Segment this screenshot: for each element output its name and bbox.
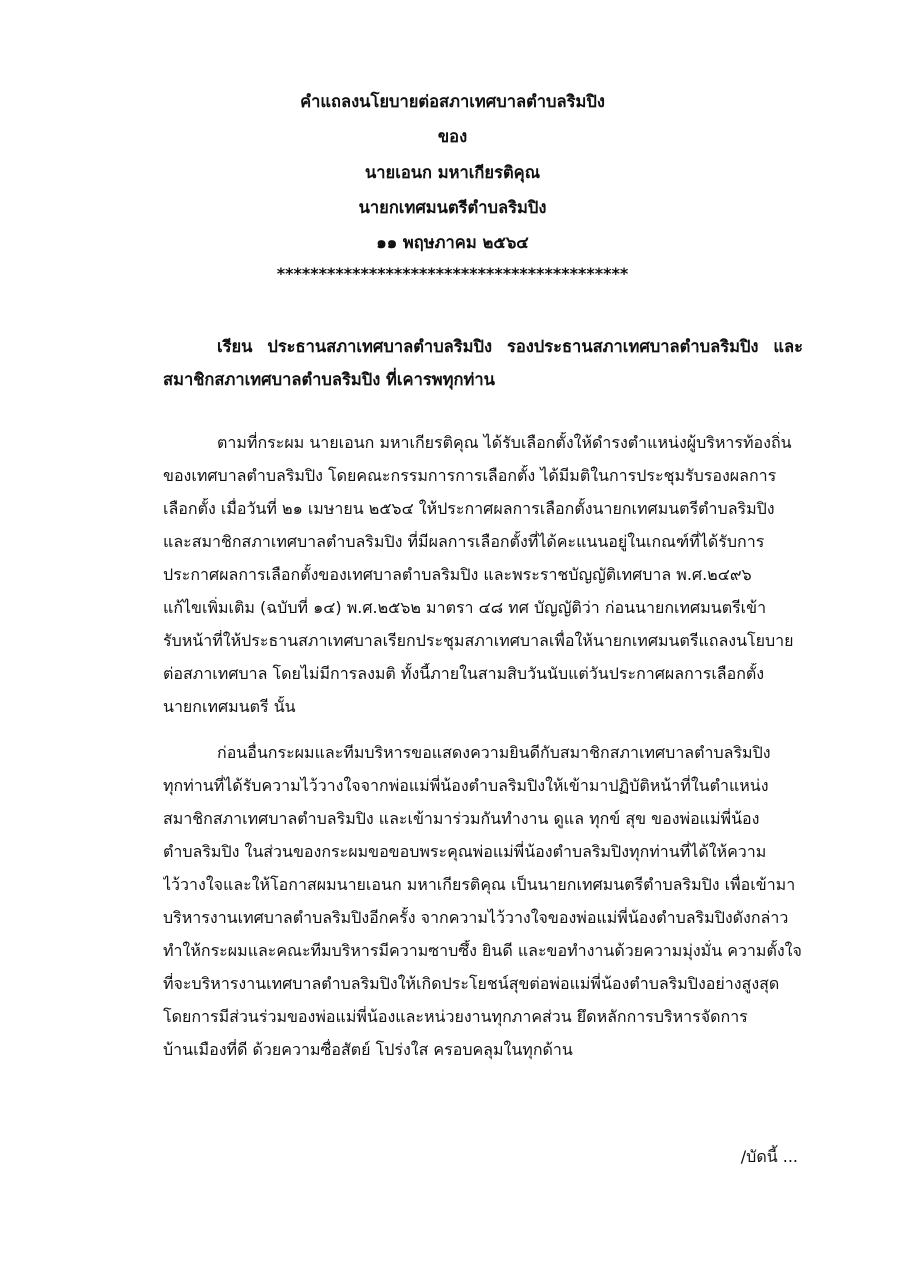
paragraph-line: รับหน้าที่ให้ประธานสภาเทศบาลเรียกประชุมสภาเทศบาลเพื่อให้นายกเทศมนตรีแถลงนโยบาย (163, 631, 794, 650)
paragraph-line: บ้านเมืองที่ดี ด้วยความซื่อสัตย์ โปร่งใส ครอบคลุมในทุกด้าน (163, 1040, 573, 1059)
paragraph-line: เลือกตั้ง เมื่อวันที่ ๒๑ เมษายน ๒๕๖๔ ให้ประกาศผลการเลือกตั้งนายกเทศมนตรีตำบลริมปิง (163, 499, 775, 518)
paragraph-line: ทุกท่านที่ได้รับความไว้วางใจจากพ่อแม่พี่น้องตำบลริมปิงให้เข้ามาปฏิบัติหน้าที่ในตำแหน่ง (163, 776, 769, 795)
paragraph-line: ตามที่กระผม นายเอนก มหาเกียรติคุณ ได้รับเลือกตั้งให้ดำรงตำแหน่งผู้บริหารท้องถิ่น (217, 433, 792, 452)
document-title: คำแถลงนโยบายต่อสภาเทศบาลตำบลริมปิง (300, 92, 605, 111)
paragraph-line: ก่อนอื่นกระผมและทีมบริหารขอแสดงความยินดีกับสมาชิกสภาเทศบาลตำบลริมปิง (217, 743, 771, 762)
paragraph-line: สมาชิกสภาเทศบาลตำบลริมปิง และเข้ามาร่วมกันทำงาน ดูแล ทุกข์ สุข ของพ่อแม่พี่น้อง (163, 809, 760, 828)
paragraph-line: ต่อสภาเทศบาล โดยไม่มีการลงมติ ทั้งนี้ภายในสามสิบวันนับแต่วันประกาศผลการเลือกตั้ง (163, 664, 765, 683)
salutation: เรียน ประธานสภาเทศบาลตำบลริมปิง รองประธานสภาเทศบาลตำบลริมปิง และสมาชิกสภาเทศบาลตำบลริมปิง ที่เคารพทุกท่าน (163, 337, 803, 389)
document-date: ๑๑ พฤษภาคม ๒๕๖๔ (376, 233, 529, 252)
speaker-name: นายเอนก มหาเกียรติคุณ (364, 163, 540, 182)
paragraph-line: ตำบลริมปิง ในส่วนของกระผมขอขอบพระคุณพ่อแม่พี่น้องตำบลริมปิงทุกท่านที่ได้ให้ความ (163, 842, 767, 861)
paragraph-line: และสมาชิกสภาเทศบาลตำบลริมปิง ที่มีผลการเลือกตั้งที่ได้คะแนนอยู่ในเกณฑ์ที่ได้รับการ (163, 532, 765, 551)
paragraph-line: โดยการมีส่วนร่วมของพ่อแม่พี่น้องและหน่วยงานทุกภาคส่วน ยึดหลักการบริหารจัดการ (163, 1007, 748, 1026)
paragraph-line: ของเทศบาลตำบลริมปิง โดยคณะกรรมการการเลือกตั้ง ได้มีมติในการประชุมรับรองผลการ (163, 466, 777, 485)
paragraph-line: บริหารงานเทศบาลตำบลริมปิงอีกครั้ง จากความไว้วางใจของพ่อแม่พี่น้องตำบลริมปิงดังกล่าว (163, 908, 789, 927)
paragraph-line: ที่จะบริหารงานเทศบาลตำบลริมปิงให้เกิดประโยชน์สุขต่อพ่อแม่พี่น้องตำบลริมปิงอย่างสูงสุด (163, 974, 780, 993)
paragraph-line: ทำให้กระผมและคณะทีมบริหารมีความซาบซึ้ง ยินดี และขอทำงานด้วยความมุ่งมั่น ความตั้งใจ (163, 941, 802, 960)
document-of: ของ (437, 127, 468, 146)
paragraph-line: นายกเทศมนตรี นั้น (163, 697, 296, 716)
separator-line: ****************************************** (276, 264, 629, 283)
paragraph-line: ไว้วางใจและให้โอกาสผมนายเอนก มหาเกียรติคุณ เป็นนายกเทศมนตรีตำบลริมปิง เพื่อเข้ามา (163, 875, 796, 894)
paragraph-line: ประกาศผลการเลือกตั้งของเทศบาลตำบลริมปิง และพระราชบัญญัติเทศบาล พ.ศ.๒๔๙๖ (163, 565, 752, 584)
speaker-position: นายกเทศมนตรีตำบลริมปิง (358, 198, 547, 217)
paragraph-line: แก้ไขเพิ่มเติม (ฉบับที่ ๑๔) พ.ศ.๒๕๖๒ มาตรา ๔๘ ทศ บัญญัติว่า ก่อนนายกเทศมนตรีเข้า (163, 598, 767, 617)
continuation-note: /บัดนี้ ... (740, 1147, 798, 1166)
